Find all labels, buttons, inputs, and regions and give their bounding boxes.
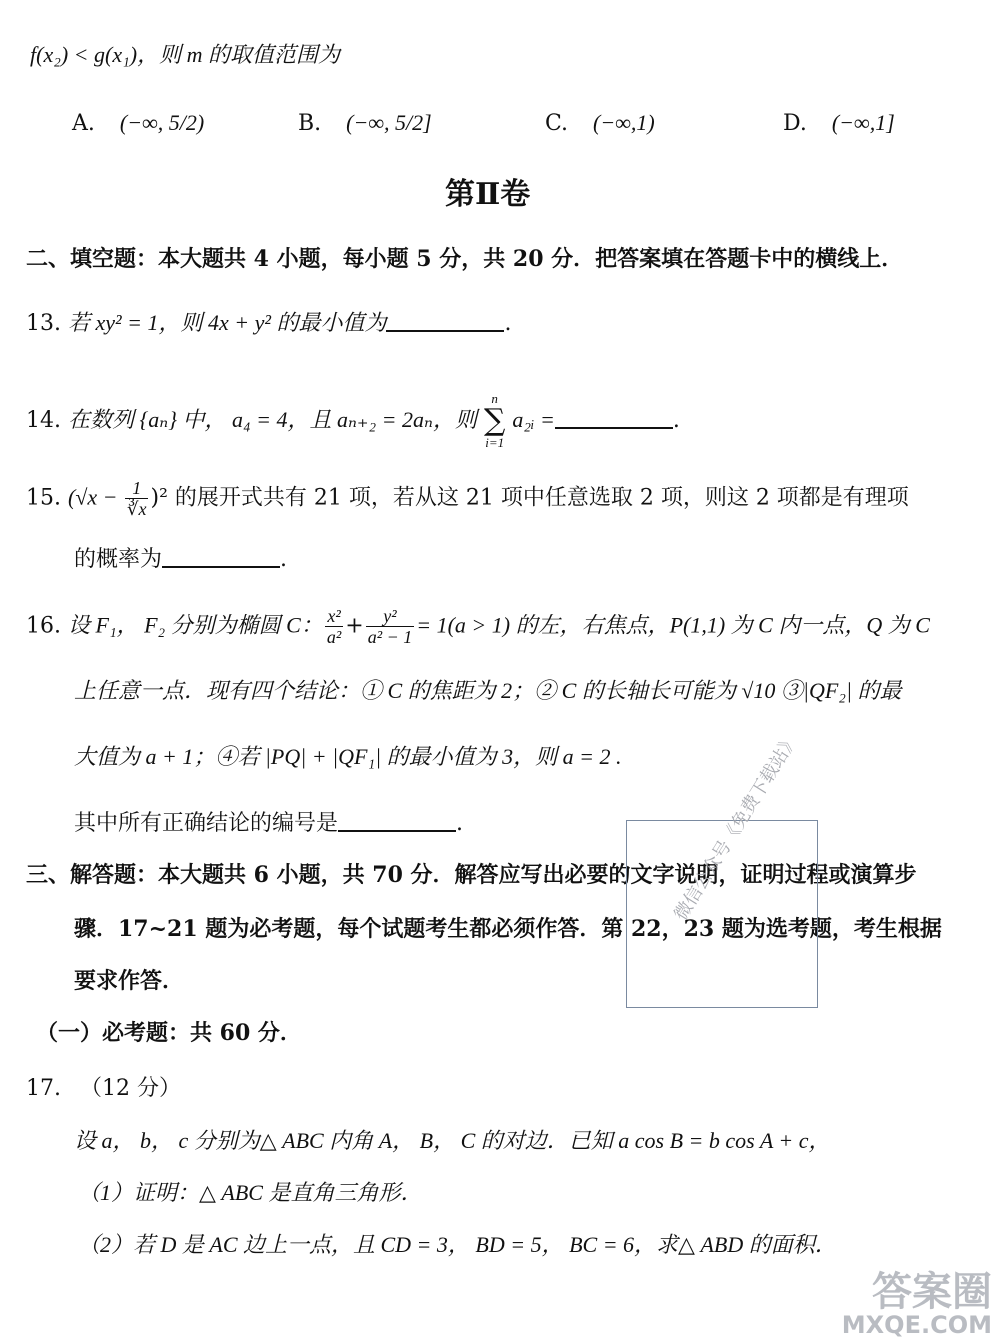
q17-stem: 设 a， b， c 分别为△ ABC 内角 A， B， C 的对边．已知 a cos B = b cos A + c， (74, 1128, 831, 1153)
q15-frac-den: ∛x (127, 499, 147, 519)
q14-end: . (672, 408, 680, 433)
q16-frac1-den: a² (326, 627, 342, 647)
q15-text-b: )² 的展开式共有 21 项，若从这 21 项中任意选取 2 项，则这 2 项都是有理项 (150, 485, 909, 511)
q15-text-a: (√x − (68, 484, 124, 510)
q15-end: . (280, 547, 288, 572)
question-15 (26, 478, 909, 519)
option-b-letter: B. (298, 111, 322, 136)
q13-answer-blank[interactable] (386, 308, 504, 332)
q16-line-3: 大值为 a + 1；④若 |PQ| + |QF₁| 的最小值为 3，则 a = 2 . (74, 744, 622, 769)
question-15-cont (74, 544, 287, 575)
solve-header-3: 要求作答． (74, 968, 185, 994)
logo-line-2: MXQE.COM (841, 1311, 992, 1339)
q16-line1-b: = 1(a > 1) 的左，右焦点，P(1,1) 为 C 内一点，Q 为 C (416, 612, 930, 638)
q15-frac-num: 1 (125, 478, 148, 499)
q17-score: （12 分） (80, 1076, 181, 1101)
question-13 (26, 308, 511, 339)
required-header: （一）必考题：共 60 分． (36, 1020, 302, 1046)
q17-part-2: （2）若 D 是 AC 边上一点，且 CD = 3， BD = 5， BC = 6，求△ ABD 的面积． (78, 1232, 837, 1257)
q14-answer-blank[interactable] (555, 405, 673, 429)
fill-in-header: 二、填空题：本大题共 4 小题，每小题 5 分，共 20 分．把答案填在答题卡中的横线上． (26, 246, 904, 272)
q14-summation (484, 392, 505, 450)
q14-sum-bottom: i=1 (485, 435, 505, 450)
q16-plus: + (345, 613, 364, 639)
q14-sum-top: n (491, 391, 498, 406)
q16-end: . (456, 811, 464, 836)
q14-sum-term: a₂ᵢ = (512, 407, 555, 432)
option-b-value: (−∞, 5/2] (346, 110, 432, 135)
q14-number: 14. (26, 408, 61, 433)
option-c (545, 108, 655, 139)
q16-frac1-num: x² (325, 606, 343, 627)
logo-line-1: 答案圈 (872, 1269, 992, 1315)
option-c-letter: C. (545, 111, 569, 136)
option-a-value: (−∞, 5/2) (119, 110, 205, 135)
q16-fraction-1 (325, 606, 343, 647)
top-condition: f(x₂) < g(x₁)，则 m 的取值范围为 (30, 42, 340, 67)
q15-text-c: 的概率为 (74, 547, 163, 572)
option-b (298, 108, 432, 139)
option-d-letter: D. (783, 111, 807, 136)
q16-line-4 (74, 808, 463, 839)
solve-header-2: 骤．17~21 题为必考题，每个试题考生都必须作答．第 22，23 题为选考题，考生根据 (74, 916, 942, 942)
option-c-value: (−∞,1) (593, 110, 655, 135)
solve-header-1: 三、解答题：本大题共 6 小题，共 70 分．解答应写出必要的文字说明，证明过程或演算步 (26, 862, 917, 888)
q15-number: 15. (26, 485, 61, 511)
q16-number: 16. (26, 613, 61, 639)
q14-text: 在数列 {aₙ} 中， a₄ = 4，且 aₙ₊₂ = 2aₙ，则 (68, 407, 477, 432)
q17-number: 17. (26, 1076, 61, 1101)
watermark-stamp (626, 729, 818, 1008)
option-a (72, 108, 204, 139)
q15-answer-blank[interactable] (162, 544, 280, 568)
q16-line1-a: 设 F₁， F₂ 分别为椭圆 C： (68, 612, 323, 638)
q16-prompt: 其中所有正确结论的编号是 (74, 811, 339, 836)
q13-number: 13. (26, 311, 61, 336)
question-14 (26, 392, 680, 450)
question-17-heading (26, 1074, 181, 1104)
q16-frac2-num: y² (366, 606, 415, 627)
q16-frac2-den: a² − 1 (367, 627, 413, 647)
site-logo (842, 1271, 992, 1337)
q17-part-1: （1）证明：△ ABC 是直角三角形． (78, 1180, 423, 1205)
q16-line-2: 上任意一点．现有四个结论：① C 的焦距为 2；② C 的长轴长可能为 √10 ③|QF₂| 的最 (74, 678, 902, 703)
q15-fraction (125, 478, 148, 519)
section-title: 第Ⅱ卷 (445, 177, 531, 212)
q16-fraction-2 (366, 606, 415, 647)
option-a-letter: A. (72, 111, 95, 136)
q13-text: 若 xy² = 1，则 4x + y² 的最小值为 (68, 310, 387, 335)
option-d (783, 108, 895, 139)
q13-end: . (504, 311, 512, 336)
question-16 (26, 606, 930, 647)
watermark-text: 微信公众号《免费下载站》 (670, 729, 803, 925)
sigma-icon: ∑ (483, 403, 506, 438)
option-d-value: (−∞,1] (831, 110, 895, 135)
q16-answer-blank[interactable] (338, 808, 456, 832)
